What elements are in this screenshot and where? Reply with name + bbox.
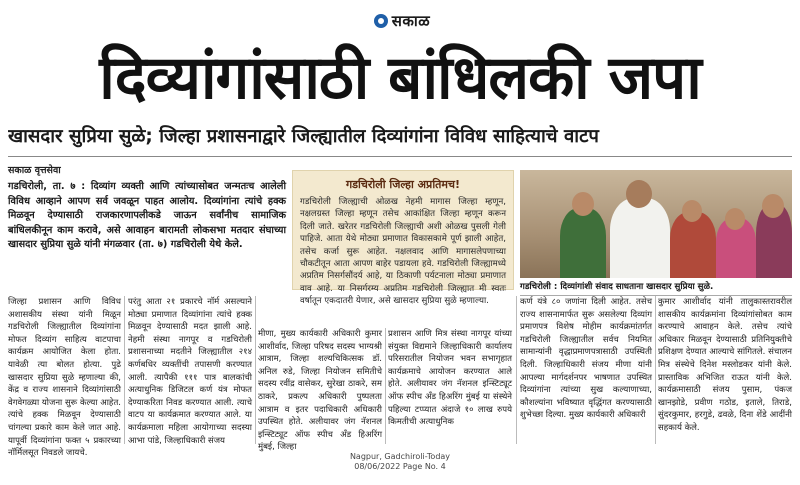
boxout-body: गडचिरोली जिल्ह्याची ओळख नेहमी मागास जिल्हा म्हणून, नक्षलग्रस्त जिल्हा म्हणून तसेच आकांक्षित जिल्हा म्हणून करून दिली जाते. खरेतर गडचिरोली जिल्ह्याची अशी ओळख पुसली गेली पाहिजे. आता येथे मोठ्या प्रमाणात विकासकामे पूर्ण झाली आहेत, तसेच कर्जा सुरू आहेत. नक्षलवाद आणि मागासलेपणाच्या चौकटीतून आता आपण बाहेर पडायला हवे. गडचिरोली जिल्ह्यामध्ये अप्रतिम निसर्गसौंदर्य आहे, या ठिकाणी पर्यटनाला मोठ्या प्रमाणात वाव आहे. या निसर्गरम्य अप्रतिम गडचिरोली जिल्ह्यात मी स्वतः वर्षातून एकदातरी येणार, असे खासदार सुप्रिया सुळे म्हणाल्या. xyxy=(300,197,506,307)
column-divider xyxy=(655,296,656,444)
boxout-title: गडचिरोली जिल्हा अप्रतिमच! xyxy=(345,178,461,191)
divider xyxy=(8,156,792,157)
masthead xyxy=(0,6,800,42)
news-photo xyxy=(520,170,792,278)
photo-person xyxy=(610,198,670,278)
photo-person xyxy=(560,208,606,278)
footer-edition: Nagpur, Gadchiroli-Today xyxy=(349,452,451,461)
article-column-6: कुमार आशीर्वाद यांनी तालुकास्तरावरील शासकीय कार्यक्रमांना दिव्यांगांसोबत काम करण्याचे आवाहन केले. तसेच त्यांचे अधिकार मिळवून देण्यासाठी प्रतिनियुक्तीचे प्रशिक्षण देण्यात आल्याचे सांगितले. संचालन मित्र संस्थेचे दिनेश मस्लोडकर यांनी केले. प्रास्ताविक अभिजित राऊत यांनी केले. कार्यक्रमासाठी संजय पुसाम, पंकज खानझोडे, प्रवीण गठोड, इताले, तिराडे, सुंदरकुमार, हरगुडे, ढवळे, दिना शेंडे आदींनी सहकार्य केले. xyxy=(658,297,792,433)
logo-text: सकाळ xyxy=(391,12,431,30)
article-column-3: मीणा, मुख्य कार्यकारी अधिकारी कुमार आशीर्वाद, जिल्हा परिषद सदस्य भाग्यश्री आत्राम, जिल्हा शल्यचिकित्सक डॉ. अनिल रुडे, जिल्हा नियोजन समितीचे सदस्य रवींद्र वासेकर, सुरेखा ठाकरे, सम ठाकरे, प्रकल्प अधिकारी पुष्पलता आत्राम व इतर पदाधिकारी अधिकारी उपस्थित होते. अलीयावर जंग नॅशनल इन्स्टिट्यूट ऑफ स्पीच अँड हिअरिंग मुंबई, जिल्हा xyxy=(258,329,382,453)
article-column-5: कर्ण यंत्रे ८० जणांना दिली आहेत. तसेच राज्य शासनामार्फत सुरू असलेल्या दिव्यांग प्रमाणपत्र विशेष मोहीम कार्यक्रमांतर्गत गडचिरोली जिल्ह्यातील सर्वच नियमित सामान्यांनी वृद्धाप्रमाणपत्रासाठी उपस्थिती दिली. जिल्हाधिकारी संजय मीणा यांनी आपल्या मार्गदर्शनपर भाषणात उपस्थित दिव्यांगांना त्यांच्या सुख कल्याणाच्या, कौशल्यांना भविष्यात वृद्धिंगत करण्यासाठी शुभेच्छा दिल्या. मुख्य कार्यकारी अधिकारी xyxy=(520,297,652,421)
column-divider xyxy=(255,296,256,444)
byline: सकाळ वृत्तसेवा xyxy=(8,165,61,176)
article-column-2: परंतु आता २१ प्रकारचे नॉर्म असल्याने मोठ्या प्रमाणात दिव्यांगांना त्यांचे हक्क मिळवून देण्यासाठी मदत झाली आहे. नेहमी संस्था नागपूर व गडचिरोली प्रशासनाच्या मदतीने जिल्ह्यातील २१४ कर्णबधिर व्यक्तींची तपासणी करण्यात आली. त्यापैकी १११ पात्र बालकांची अत्याधुनिक डिजिटल कर्ण यंत्र मोफत देण्याकरिता निवड करण्यात आली. त्याचे वाटप या कार्यक्रमात करण्यात आले. या कार्यक्रमाला महिला आयोगाच्या सदस्या आभा पांडे, जिल्हाधिकारी संजय xyxy=(128,297,252,446)
column-divider xyxy=(385,328,386,444)
photo-person-head xyxy=(762,194,784,218)
sakal-logo-icon xyxy=(374,14,388,28)
photo-person-head xyxy=(626,180,652,208)
column-divider xyxy=(516,296,517,444)
photo-caption: गडचिरोली : दिव्यांगांशी संवाद साधताना खासदार सुप्रिया सुळे. xyxy=(520,280,792,296)
photo-person-head xyxy=(572,192,594,216)
column-divider xyxy=(124,296,125,444)
lede-paragraph: गडचिरोली, ता. ७ : दिव्यांग व्यक्ती आणि त्यांच्यासोबत जन्मतःच आलेली विविध आव्हाने आपण सर्व जवळून पाहत आलोय. दिव्यांगांना त्यांचे हक्क मिळवून देण्यासाठी राजकारणापलीकडे जाऊन सर्वांनीच सामाजिक बांधिलकीनून काम करावे, असे आवाहन बारामती लोकसभा मतदार संघाच्या खासदार सुप्रिया सुळे यांनी मंगळवार (ता. ७) गडचिरोली येथे केले. xyxy=(8,181,286,251)
photo-person-head xyxy=(725,208,745,230)
newspaper-logo xyxy=(356,8,448,34)
headline: दिव्यांगांसाठी बांधिलकी जपा xyxy=(99,43,701,113)
article-column-4: प्रशासन आणि मित्र संस्था नागपूर यांच्या संयुक्त विद्यमाने जिल्हाधिकारी कार्यालय परिसरातील नियोजन भवन सभागृहात कार्यक्रमाचे आयोजन करण्यात आले होते. अलीयावर जंग नॅशनल इन्स्टिट्यूट ऑफ स्पीच अँड हिअरिंग मुंबई या संस्थेने पहिल्या टप्प्यात अंदाजे १० लाख रुपये किमतीची अत्याधुनिक xyxy=(388,329,512,428)
article-column-1: जिल्हा प्रशासन आणि विविध अशासकीय संस्था यांनी मिळून गडचिरोली जिल्ह्यातील दिव्यांगांना मोफत दिव्यांग साहित्य वाटपाचा कार्यक्रम आयोजित केला होता. यावेळी त्या बोलत होत्या. पुढे खासदार सुप्रिया सुळे म्हणाल्या की, केंद्र व राज्य शासनाने दिव्यांगांसाठी वेगवेगळ्या योजना सुरू केल्या आहेत. त्यांचे हक्क मिळवून देण्यासाठी चांगल्या प्रकारे काम केले जात आहे. यापूर्वी दिव्यांगांना फक्त ५ प्रकारच्या नॉर्मिलसूत निवडले जायचे. xyxy=(8,297,121,459)
page-footer xyxy=(0,452,800,472)
subhead: खासदार सुप्रिया सुळे; जिल्हा प्रशासनाद्वारे जिल्ह्यातील दिव्यांगांना विविध साहित्याचे वाटप xyxy=(8,126,599,147)
photo-person-head xyxy=(682,200,702,222)
boxout xyxy=(292,170,514,307)
footer-date-page: 08/06/2022 Page No. 4 xyxy=(354,462,446,471)
